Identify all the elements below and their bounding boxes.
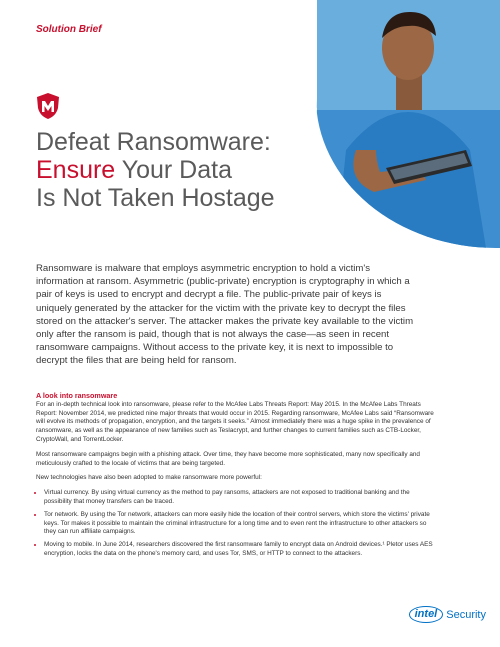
hero-photo xyxy=(316,0,500,248)
person-with-tablet-image xyxy=(316,0,500,248)
title-line-2-rest: Your Data xyxy=(115,156,232,184)
list-item: • Virtual currency. By using virtual currency as the method to pay ransoms, attackers are not exposed to traditional banking and the possibility that money transfers can be traced. xyxy=(44,489,436,507)
section-heading: A look into ransomware xyxy=(36,391,118,400)
intel-security-logo xyxy=(409,606,486,623)
section-paragraph-1: For an in-depth technical look into ransomware, please refer to the McAfee Labs Threats Report: May 2015. In the McAfee Labs Threats Report: November 2014, we predicted nine major threats that would occur in 2015. Regarding ransomware, McAfee Labs said “Ransomware will evolve its methods of propagation, encryption, and the targets it seeks.” Almost immediately there was a huge spike in the prevalence of ransomware, as well as the appearance of new families such as Teslacrypt, and further changes to current families such as CTB-Locker, CryptoWall, and TorrentLocker. xyxy=(36,400,434,443)
section-paragraph-2: Most ransomware campaigns begin with a phishing attack. Over time, they have become more sophisticated, many now specifically and meticulously crafted to the locale of victims that are being targeted. xyxy=(36,450,420,467)
section-paragraph-3: New technologies have also been adopted to make ransomware more powerful: xyxy=(36,474,262,482)
mcafee-shield-logo-icon xyxy=(36,92,60,120)
page-title xyxy=(36,128,336,212)
ransomware-section xyxy=(36,392,436,563)
list-item: • Moving to mobile. In June 2014, researchers discovered the first ransomware family to encrypt data on Android devices.¹ Pletor uses AES encryption, locks the data on the phone's memory card, and uses Tor, SMS, or HTTP to connect to the attackers. xyxy=(44,541,436,559)
list-item: • Tor network. By using the Tor network, attackers can more easily hide the location of their control servers, which store the victims' private keys. Tor makes it possible to maintain the criminal infrastructure for a long time and to even rent the infrastructure to other attackers so they can run affiliate campaigns. xyxy=(44,511,436,537)
security-logo-text: Security xyxy=(446,608,486,621)
intro-paragraph: Ransomware is malware that employs asymmetric encryption to hold a victim's information at ransom. Asymmetric (public-private) encryption is cryptography in which a pair of keys is used to encrypt and decrypt a file. The public-private pair of keys is uniquely generated by the attacker for the victim with the private key to decrypt the files stored on the attacker's server. The attacker makes the private key available to the victim only after the ransom is paid, though that is not always the case—as seen in recent ransomware campaigns. Without access to the private key, it is next to impossible to decrypt the files that are being held for ransom. xyxy=(36,263,414,367)
solution-brief-label: Solution Brief xyxy=(36,24,102,35)
title-line-3: Is Not Taken Hostage xyxy=(36,184,275,212)
title-accent-word: Ensure xyxy=(36,156,116,184)
intel-logo-text: intel xyxy=(409,606,444,623)
title-line-1: Defeat Ransomware: xyxy=(36,128,271,156)
technology-list xyxy=(36,489,436,559)
